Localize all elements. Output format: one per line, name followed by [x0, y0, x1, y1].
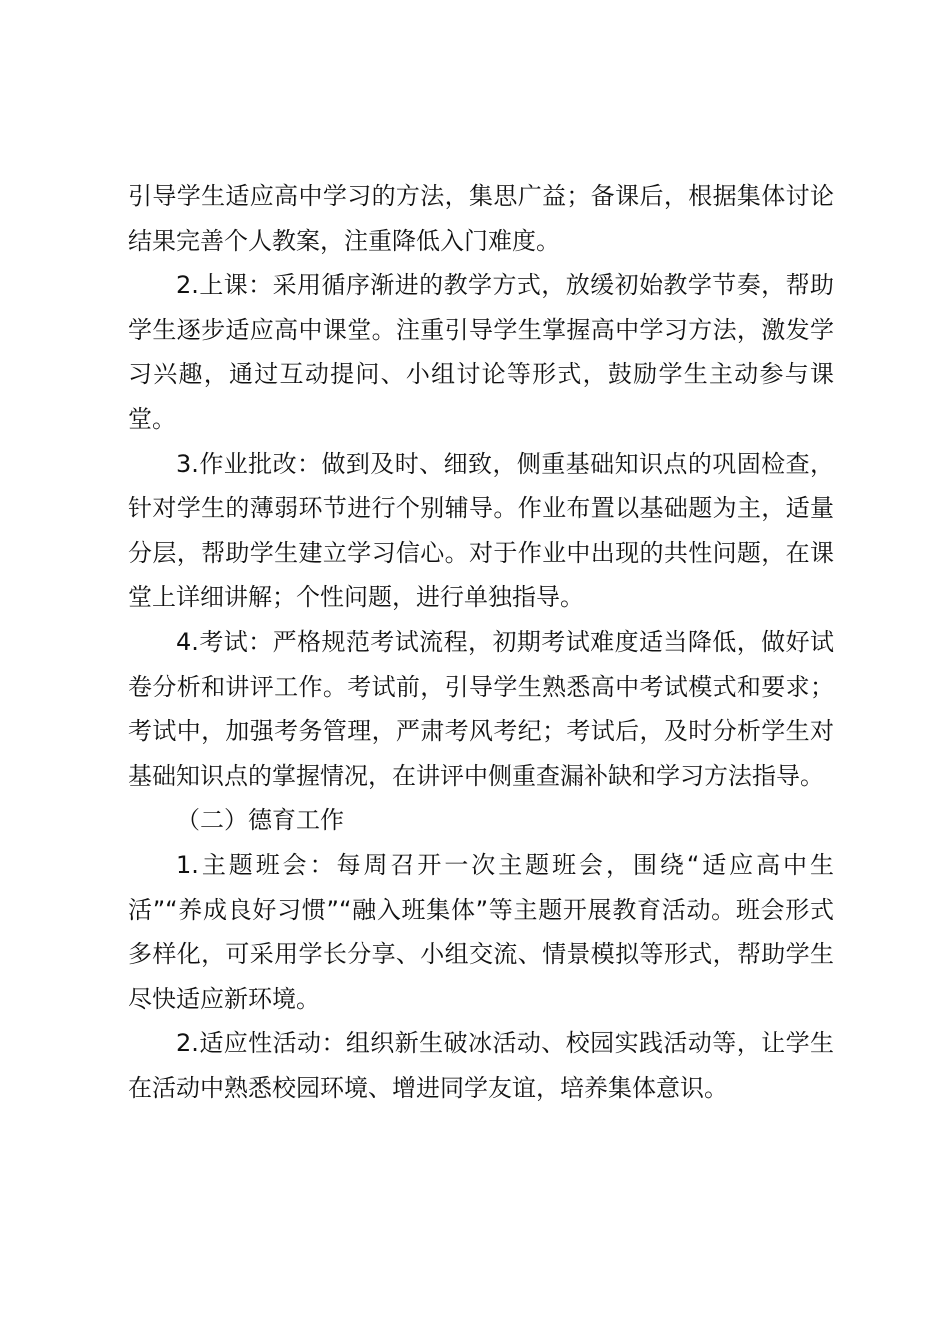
- document-body: [128, 174, 834, 1110]
- paragraph-adaptive-activities: 2.适应性活动：组织新生破冰活动、校园实践活动等，让学生在活动中熟悉校园环境、增进同学友谊，培养集体意识。: [128, 1029, 834, 1102]
- paragraph-teaching-prep-continued: 引导学生适应高中学习的方法，集思广益；备课后，根据集体讨论结果完善个人教案，注重降低入门难度。: [128, 182, 834, 255]
- paragraph-homework: 3.作业批改：做到及时、细致，侧重基础知识点的巩固检查，针对学生的薄弱环节进行个别辅导。作业布置以基础题为主，适量分层，帮助学生建立学习信心。对于作业中出现的共性问题，在课堂上详细讲解；个性问题，进行单独指导。: [128, 449, 834, 612]
- paragraph-lessons: 2.上课：采用循序渐进的教学方式，放缓初始教学节奏，帮助学生逐步适应高中课堂。注重引导学生掌握高中学习方法，激发学习兴趣，通过互动提问、小组讨论等形式，鼓励学生主动参与课堂。: [128, 271, 834, 433]
- paragraph-class-meetings: 1.主题班会：每周召开一次主题班会，围绕“适应高中生活”“养成良好习惯”“融入班集体”等主题开展教育活动。班会形式多样化，可采用学长分享、小组交流、情景模拟等形式，帮助学生尽快适应新环境。: [128, 850, 834, 1013]
- section-heading-moral-education: （二）德育工作: [176, 806, 344, 835]
- paragraph-exams: 4.考试：严格规范考试流程，初期考试难度适当降低，做好试卷分析和讲评工作。考试前，引导学生熟悉高中考试模式和要求；考试中，加强考务管理，严肃考风考纪；考试后，及时分析学生对基础知识点的掌握情况，在讲评中侧重查漏补缺和学习方法指导。: [128, 627, 834, 790]
